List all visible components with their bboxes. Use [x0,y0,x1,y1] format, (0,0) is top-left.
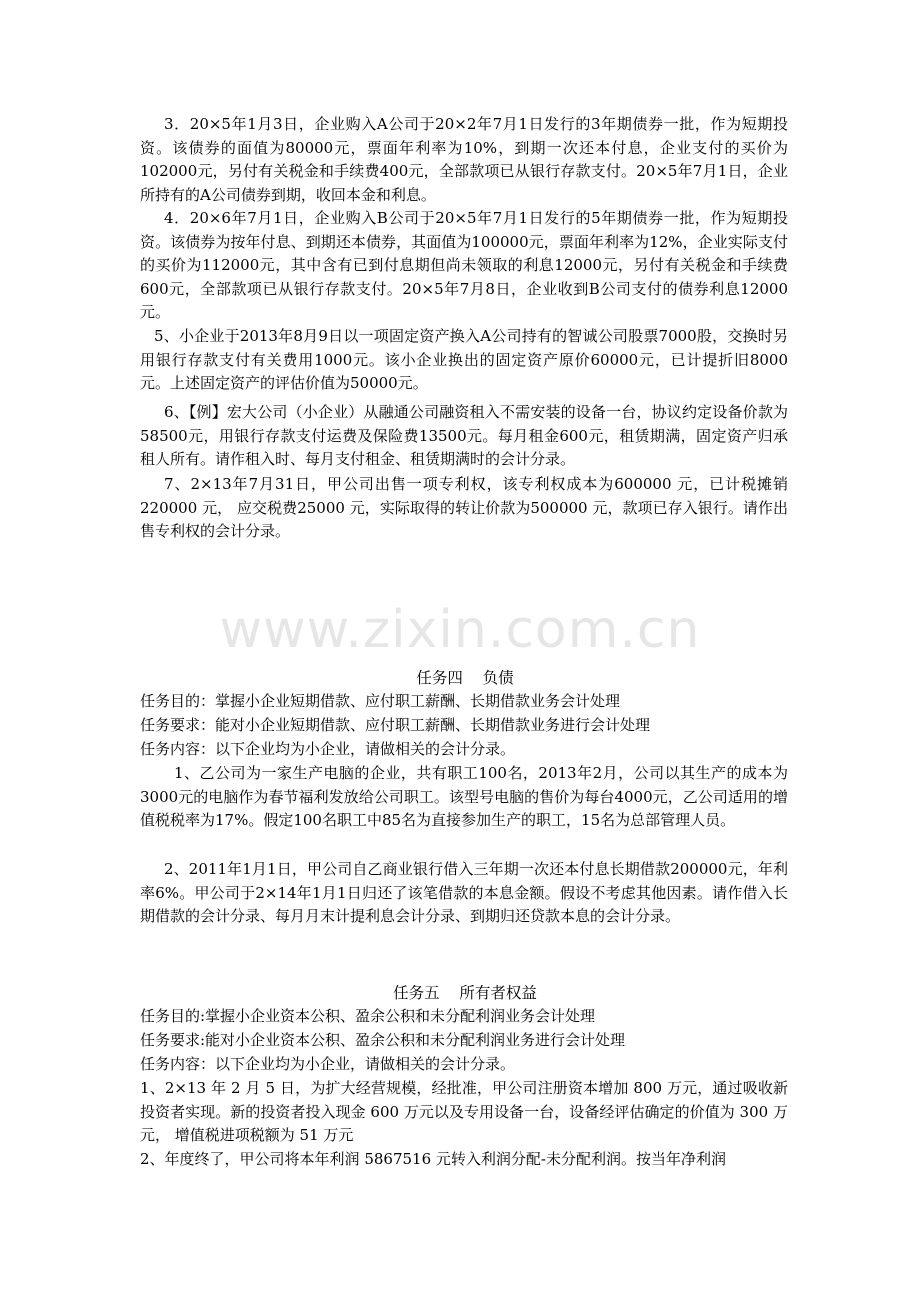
task5-exercise-2: 2、年度终了，甲公司将本年利润 5867516 元转入利润分配-未分配利润。按当年净利润 [140,1150,726,1168]
exercise-7: 7、2×13年7月31日，甲公司出售一项专利权，该专利权成本为600000 元，已计税摊销220000 元， 应交税费25000 元，实际取得的转让价款为500000 元，款项已存入银行。请作出售专利权的会计分录。 [140,475,788,541]
task4-content: 任务内容：以下企业均为小企业，请做相关的会计分录。 [140,740,516,758]
task5-content: 任务内容：以下企业均为小企业，请做相关的会计分录。 [140,1055,516,1073]
task4-title: 任务四 负债 [416,669,514,687]
task5-exercise-1: 1、2×13 年 2 月 5 日，为扩大经营规模，经批准，甲公司注册资本增加 800 万元，通过吸收新投资者实现。新的投资者投入现金 600 万元以及专用设备一台，设备经评估确定的价值为 300 万元， 增值税进项税额为 51 万元 [140,1079,788,1145]
task5-title: 任务五 所有者权益 [393,984,537,1002]
exercise-4: 4．20×6年7月1日，企业购入B公司于20×5年7月1日发行的5年期债券一批，作为短期投资。该债券为按年付息、到期还本债券，其面值为100000元，票面年利率为12%，企业实际支付的买价为112000元，其中含有已到付息期但尚未领取的利息12000元，另付有关税金和手续费600元，全部款项已从银行存款支付。20×5年7月8日，企业收到B公司支付的债券利息12000元。 [140,209,788,322]
task5-goal: 任务目的:掌握小企业资本公积、盈余公积和未分配利润业务会计处理 [140,1007,596,1025]
task4-exercise-1: 1、乙公司为一家生产电脑的企业，共有职工100名，2013年2月，公司以其生产的成本为3000元的电脑作为春节福利发放给公司职工。该型号电脑的售价为每台4000元，乙公司适用的增值税税率为17%。假定100名职工中85名为直接参加生产的职工，15名为总部管理人员。 [140,764,788,830]
task4-requirement: 任务要求：能对小企业短期借款、应付职工薪酬、长期借款业务进行会计处理 [140,716,651,734]
exercise-6: 6、【例】宏大公司（小企业）从融通公司融资租入不需安装的设备一台，协议约定设备价款为58500元，用银行存款支付运费及保险费13500元。每月租金600元，租赁期满，固定资产归承租人所有。请作租入时、每月支付租金、租赁期满时的会计分录。 [140,403,788,469]
task4-goal: 任务目的：掌握小企业短期借款、应付职工薪酬、长期借款业务会计处理 [140,692,621,710]
task5-requirement: 任务要求:能对小企业资本公积、盈余公积和未分配利润业务进行会计处理 [140,1031,626,1049]
exercise-5: 5、小企业于2013年8月9日以一项固定资产换入A公司持有的智诚公司股票7000股，交换时另用银行存款支付有关费用1000元。该小企业换出的固定资产原价60000元，已计提折旧8000元。上述固定资产的评估价值为50000元。 [140,327,788,393]
exercise-3: 3．20×5年1月3日，企业购入A公司于20×2年7月1日发行的3年期债券一批，作为短期投资。该债券的面值为80000元，票面年利率为10%，到期一次还本付息，企业支付的买价为102000元，另付有关税金和手续费400元，全部款项已从银行存款支付。20×5年7月1日，企业所持有的A公司债券到期，收回本金和利息。 [140,115,788,204]
task4-exercise-2: 2、2011年1月1日，甲公司自乙商业银行借入三年期一次还本付息长期借款200000元，年利率6%。甲公司于2×14年1月1日归还了该笔借款的本息金额。假设不考虑其他因素。请作借入长期借款的会计分录、每月月末计提利息会计分录、到期归还贷款本息的会计分录。 [140,860,788,926]
watermark: www.zixin.com.cn [219,600,701,660]
